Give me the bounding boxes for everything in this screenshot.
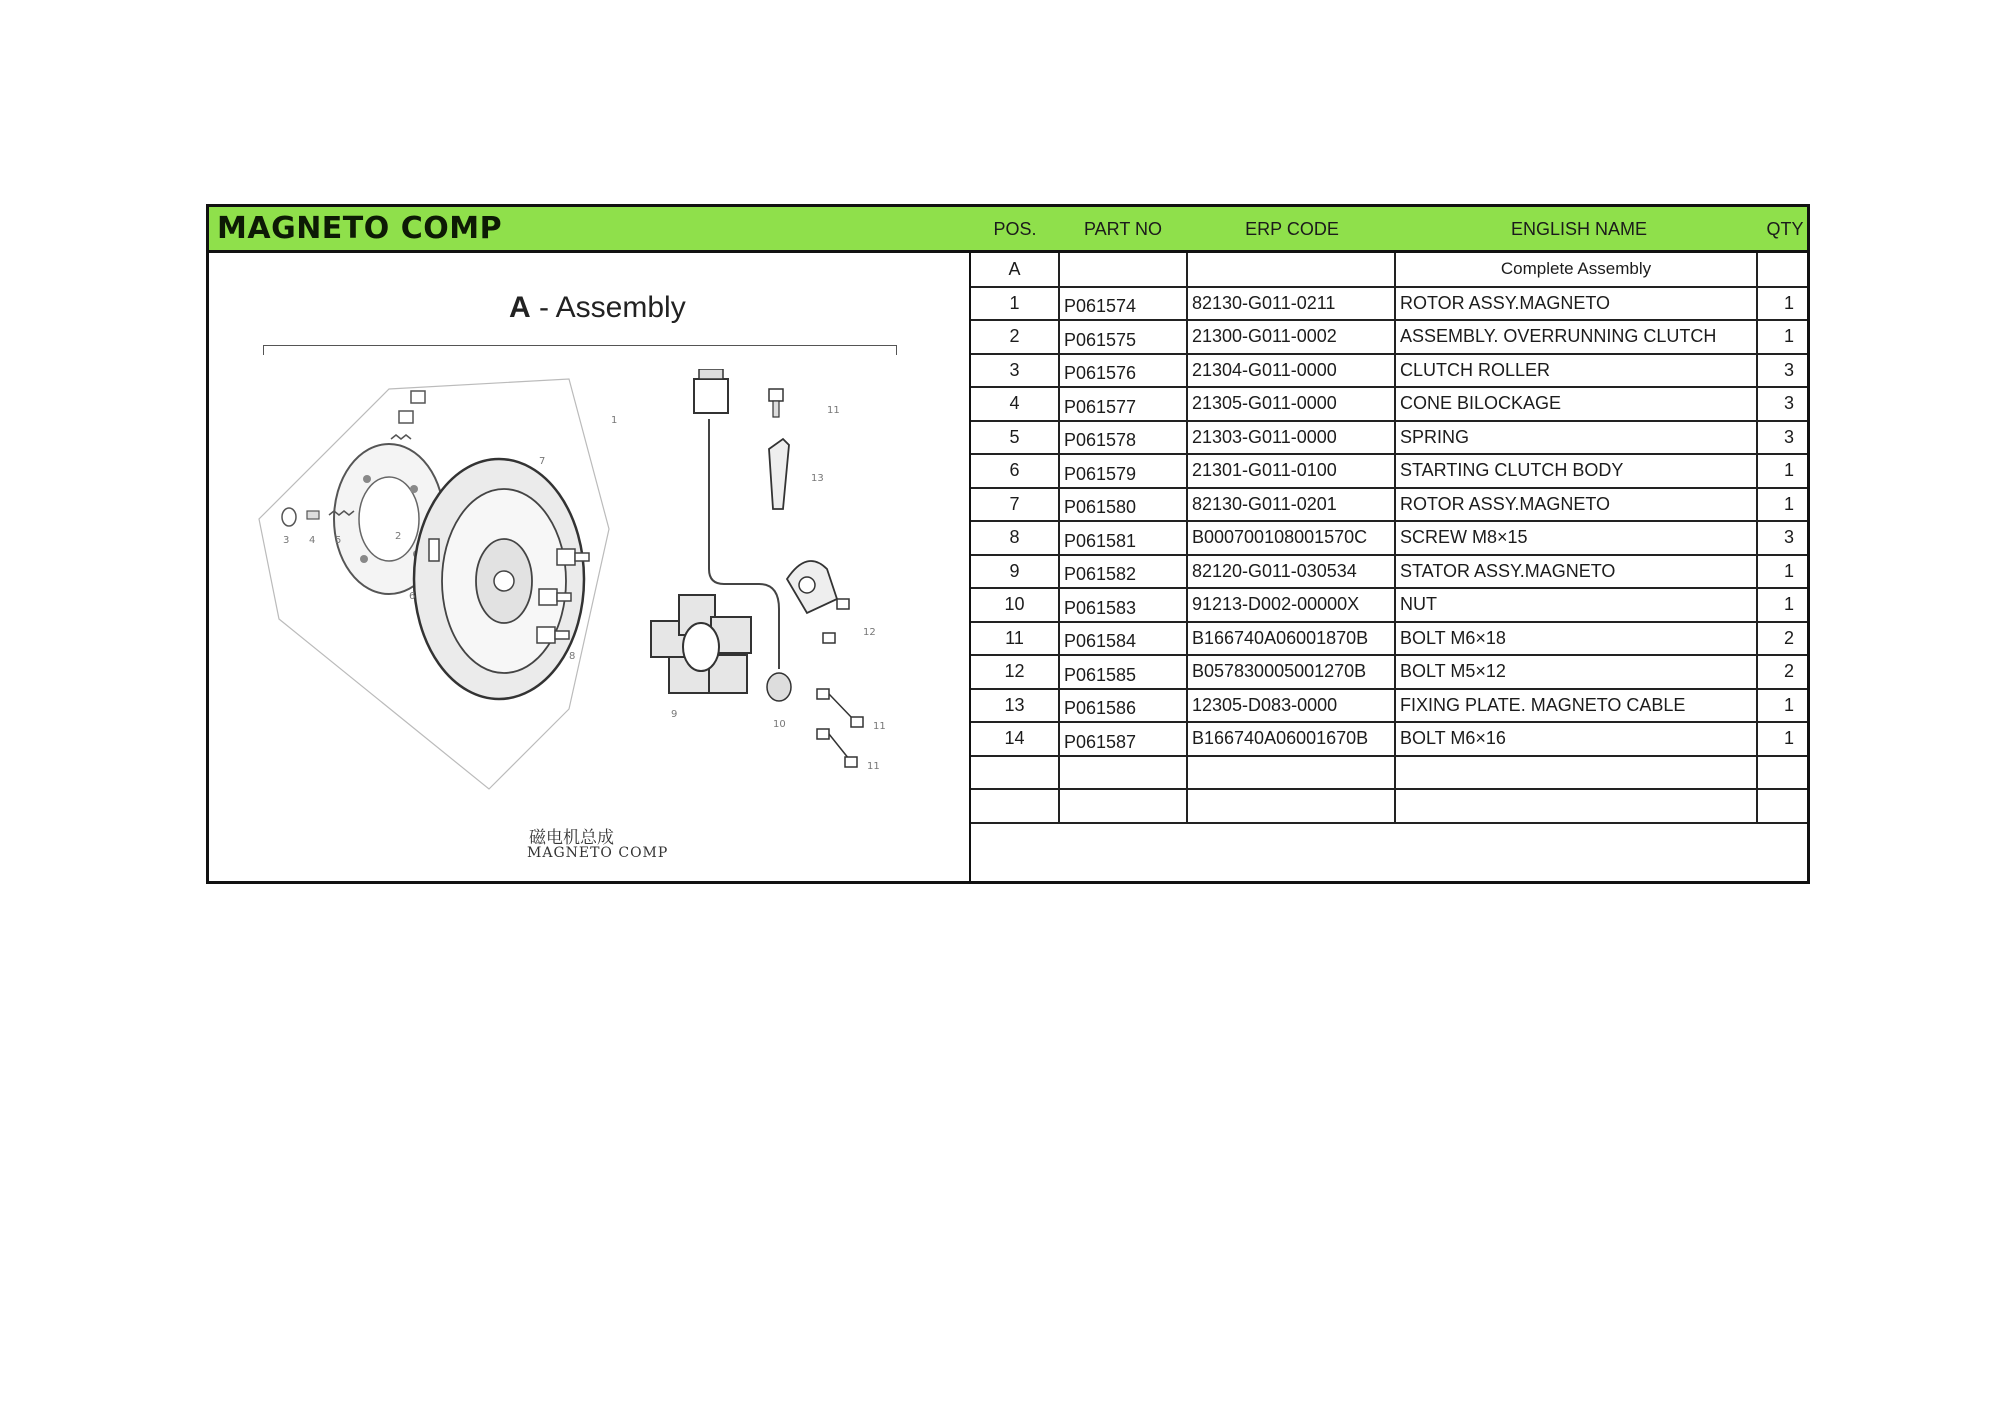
callout-9: 9 bbox=[671, 709, 678, 720]
cell-qty: 1 bbox=[1757, 555, 1807, 589]
caption-chinese: 磁电机总成 bbox=[529, 828, 614, 848]
cell-pos bbox=[971, 789, 1059, 823]
cell-part-no: P061582 bbox=[1059, 555, 1187, 589]
callout-11: 11 bbox=[827, 405, 840, 416]
magneto-exploded-drawing bbox=[239, 369, 939, 809]
cell-qty: 1 bbox=[1757, 287, 1807, 321]
cable-connector bbox=[694, 379, 728, 413]
cell-qty: 3 bbox=[1757, 521, 1807, 555]
parts-sheet bbox=[206, 204, 1810, 884]
cell-part-no: P061575 bbox=[1059, 320, 1187, 354]
cell-english-name: BOLT M6×16 bbox=[1395, 722, 1757, 756]
cell-qty: 1 bbox=[1757, 454, 1807, 488]
cell-erp-code: 82120-G011-030534 bbox=[1187, 555, 1395, 589]
cell-erp-code: B166740A06001870B bbox=[1187, 622, 1395, 656]
cell-erp-code: 82130-G011-0211 bbox=[1187, 287, 1395, 321]
cell-part-no bbox=[1059, 756, 1187, 790]
table-row bbox=[971, 253, 1807, 287]
table-row bbox=[971, 387, 1807, 421]
cell-part-no: P061580 bbox=[1059, 488, 1187, 522]
cell-qty: 2 bbox=[1757, 622, 1807, 656]
col-head-english-name: ENGLISH NAME bbox=[1510, 219, 1648, 239]
cell-qty: 3 bbox=[1757, 387, 1807, 421]
cell-part-no: P061576 bbox=[1059, 354, 1187, 388]
clutch-roller-part bbox=[282, 508, 296, 526]
table-row bbox=[971, 320, 1807, 354]
col-head-qty: QTY bbox=[1766, 219, 1804, 239]
cell-part-no bbox=[1059, 253, 1187, 287]
cell-qty bbox=[1757, 789, 1807, 823]
cell-qty: 2 bbox=[1757, 655, 1807, 689]
table-row bbox=[971, 354, 1807, 388]
assembly-label: - Assembly bbox=[530, 291, 686, 324]
cell-part-no: P061577 bbox=[1059, 387, 1187, 421]
cell-english-name: SCREW M8×15 bbox=[1395, 521, 1757, 555]
cell-erp-code bbox=[1187, 756, 1395, 790]
cell-english-name: STARTING CLUTCH BODY bbox=[1395, 454, 1757, 488]
callout-4: 4 bbox=[309, 535, 316, 546]
cell-pos: 6 bbox=[971, 454, 1059, 488]
cell-qty: 1 bbox=[1757, 588, 1807, 622]
table-row bbox=[971, 722, 1807, 756]
callout-1: 1 bbox=[611, 415, 618, 426]
cell-pos: 1 bbox=[971, 287, 1059, 321]
table-row bbox=[971, 655, 1807, 689]
cell-erp-code: 82130-G011-0201 bbox=[1187, 488, 1395, 522]
cell-pos: 3 bbox=[971, 354, 1059, 388]
cell-english-name bbox=[1395, 789, 1757, 823]
cell-english-name: NUT bbox=[1395, 588, 1757, 622]
cell-qty bbox=[1757, 756, 1807, 790]
table-row bbox=[971, 789, 1807, 823]
cell-english-name: BOLT M5×12 bbox=[1395, 655, 1757, 689]
cell-pos: 13 bbox=[971, 689, 1059, 723]
parts-table bbox=[971, 253, 1807, 824]
table-row bbox=[971, 756, 1807, 790]
table-row bbox=[971, 287, 1807, 321]
cell-english-name: BOLT M6×18 bbox=[1395, 622, 1757, 656]
cell-erp-code bbox=[1187, 789, 1395, 823]
col-head-part-no: PART NO bbox=[1083, 219, 1163, 239]
sheet-title: MAGNETO COMP bbox=[217, 211, 503, 246]
parts-table-body bbox=[971, 253, 1807, 823]
cell-erp-code: 91213-D002-00000X bbox=[1187, 588, 1395, 622]
cell-qty: 1 bbox=[1757, 689, 1807, 723]
cell-english-name: FIXING PLATE. MAGNETO CABLE bbox=[1395, 689, 1757, 723]
cell-pos bbox=[971, 756, 1059, 790]
cell-qty: 3 bbox=[1757, 354, 1807, 388]
cell-part-no: P061586 bbox=[1059, 689, 1187, 723]
cell-part-no: P061579 bbox=[1059, 454, 1187, 488]
cell-english-name: SPRING bbox=[1395, 421, 1757, 455]
cell-pos: 9 bbox=[971, 555, 1059, 589]
cell-part-no: P061584 bbox=[1059, 622, 1187, 656]
diagram-panel bbox=[209, 253, 971, 881]
cell-english-name: STATOR ASSY.MAGNETO bbox=[1395, 555, 1757, 589]
cell-part-no: P061585 bbox=[1059, 655, 1187, 689]
cell-erp-code: 21301-G011-0100 bbox=[1187, 454, 1395, 488]
cell-erp-code: B000700108001570C bbox=[1187, 521, 1395, 555]
stator-magneto bbox=[651, 595, 751, 693]
callout-13: 13 bbox=[811, 473, 824, 484]
table-row bbox=[971, 488, 1807, 522]
cell-english-name: ASSEMBLY. OVERRUNNING CLUTCH bbox=[1395, 320, 1757, 354]
cell-part-no: P061583 bbox=[1059, 588, 1187, 622]
cell-pos: A bbox=[971, 253, 1059, 287]
assembly-title bbox=[509, 291, 686, 325]
cell-pos: 10 bbox=[971, 588, 1059, 622]
callout-7: 7 bbox=[539, 456, 546, 467]
callout-3: 3 bbox=[283, 535, 290, 546]
cell-erp-code: 21305-G011-0000 bbox=[1187, 387, 1395, 421]
callout-2: 2 bbox=[395, 531, 402, 542]
callout-11b: 11 bbox=[873, 721, 886, 732]
cell-english-name: ROTOR ASSY.MAGNETO bbox=[1395, 488, 1757, 522]
table-row bbox=[971, 689, 1807, 723]
cell-english-name: ROTOR ASSY.MAGNETO bbox=[1395, 287, 1757, 321]
cell-pos: 7 bbox=[971, 488, 1059, 522]
cell-english-name: Complete Assembly bbox=[1395, 253, 1757, 287]
cell-qty: 3 bbox=[1757, 421, 1807, 455]
cell-erp-code: B057830005001270B bbox=[1187, 655, 1395, 689]
cell-part-no: P061574 bbox=[1059, 287, 1187, 321]
cell-qty bbox=[1757, 253, 1807, 287]
callout-11c: 11 bbox=[867, 761, 880, 772]
caption-english: MAGNETO COMP bbox=[527, 845, 669, 861]
table-row bbox=[971, 454, 1807, 488]
cell-part-no: P061587 bbox=[1059, 722, 1187, 756]
cell-pos: 11 bbox=[971, 622, 1059, 656]
fixing-plate bbox=[769, 439, 789, 509]
cell-erp-code bbox=[1187, 253, 1395, 287]
cell-pos: 4 bbox=[971, 387, 1059, 421]
col-head-pos: POS. bbox=[993, 219, 1037, 239]
cell-pos: 12 bbox=[971, 655, 1059, 689]
cell-english-name bbox=[1395, 756, 1757, 790]
callout-8: 8 bbox=[569, 651, 576, 662]
cell-pos: 14 bbox=[971, 722, 1059, 756]
table-row bbox=[971, 622, 1807, 656]
callout-6: 6 bbox=[409, 591, 416, 602]
cell-qty: 1 bbox=[1757, 320, 1807, 354]
callout-10: 10 bbox=[773, 719, 786, 730]
cell-erp-code: 21300-G011-0002 bbox=[1187, 320, 1395, 354]
callout-12: 12 bbox=[863, 627, 876, 638]
assembly-bracket bbox=[263, 345, 897, 355]
cell-erp-code: 12305-D083-0000 bbox=[1187, 689, 1395, 723]
cell-part-no: P061578 bbox=[1059, 421, 1187, 455]
cell-english-name: CONE BILOCKAGE bbox=[1395, 387, 1757, 421]
cell-part-no: P061581 bbox=[1059, 521, 1187, 555]
assembly-letter: A bbox=[509, 291, 531, 324]
cell-erp-code: 21303-G011-0000 bbox=[1187, 421, 1395, 455]
stator-bolts bbox=[817, 599, 863, 767]
cell-qty: 1 bbox=[1757, 722, 1807, 756]
cell-qty: 1 bbox=[1757, 488, 1807, 522]
col-head-erp-code: ERP CODE bbox=[1245, 219, 1339, 239]
cell-erp-code: 21304-G011-0000 bbox=[1187, 354, 1395, 388]
table-row bbox=[971, 588, 1807, 622]
cell-pos: 8 bbox=[971, 521, 1059, 555]
cone-bilockage-part bbox=[307, 511, 319, 519]
table-row bbox=[971, 421, 1807, 455]
table-row bbox=[971, 521, 1807, 555]
callout-5: 5 bbox=[335, 535, 342, 546]
cell-pos: 2 bbox=[971, 320, 1059, 354]
cell-erp-code: B166740A06001670B bbox=[1187, 722, 1395, 756]
cell-pos: 5 bbox=[971, 421, 1059, 455]
header-bar bbox=[209, 207, 1807, 253]
clutch-hub bbox=[359, 477, 419, 561]
cell-english-name: CLUTCH ROLLER bbox=[1395, 354, 1757, 388]
table-row bbox=[971, 555, 1807, 589]
nut-part bbox=[767, 673, 791, 701]
cell-part-no bbox=[1059, 789, 1187, 823]
